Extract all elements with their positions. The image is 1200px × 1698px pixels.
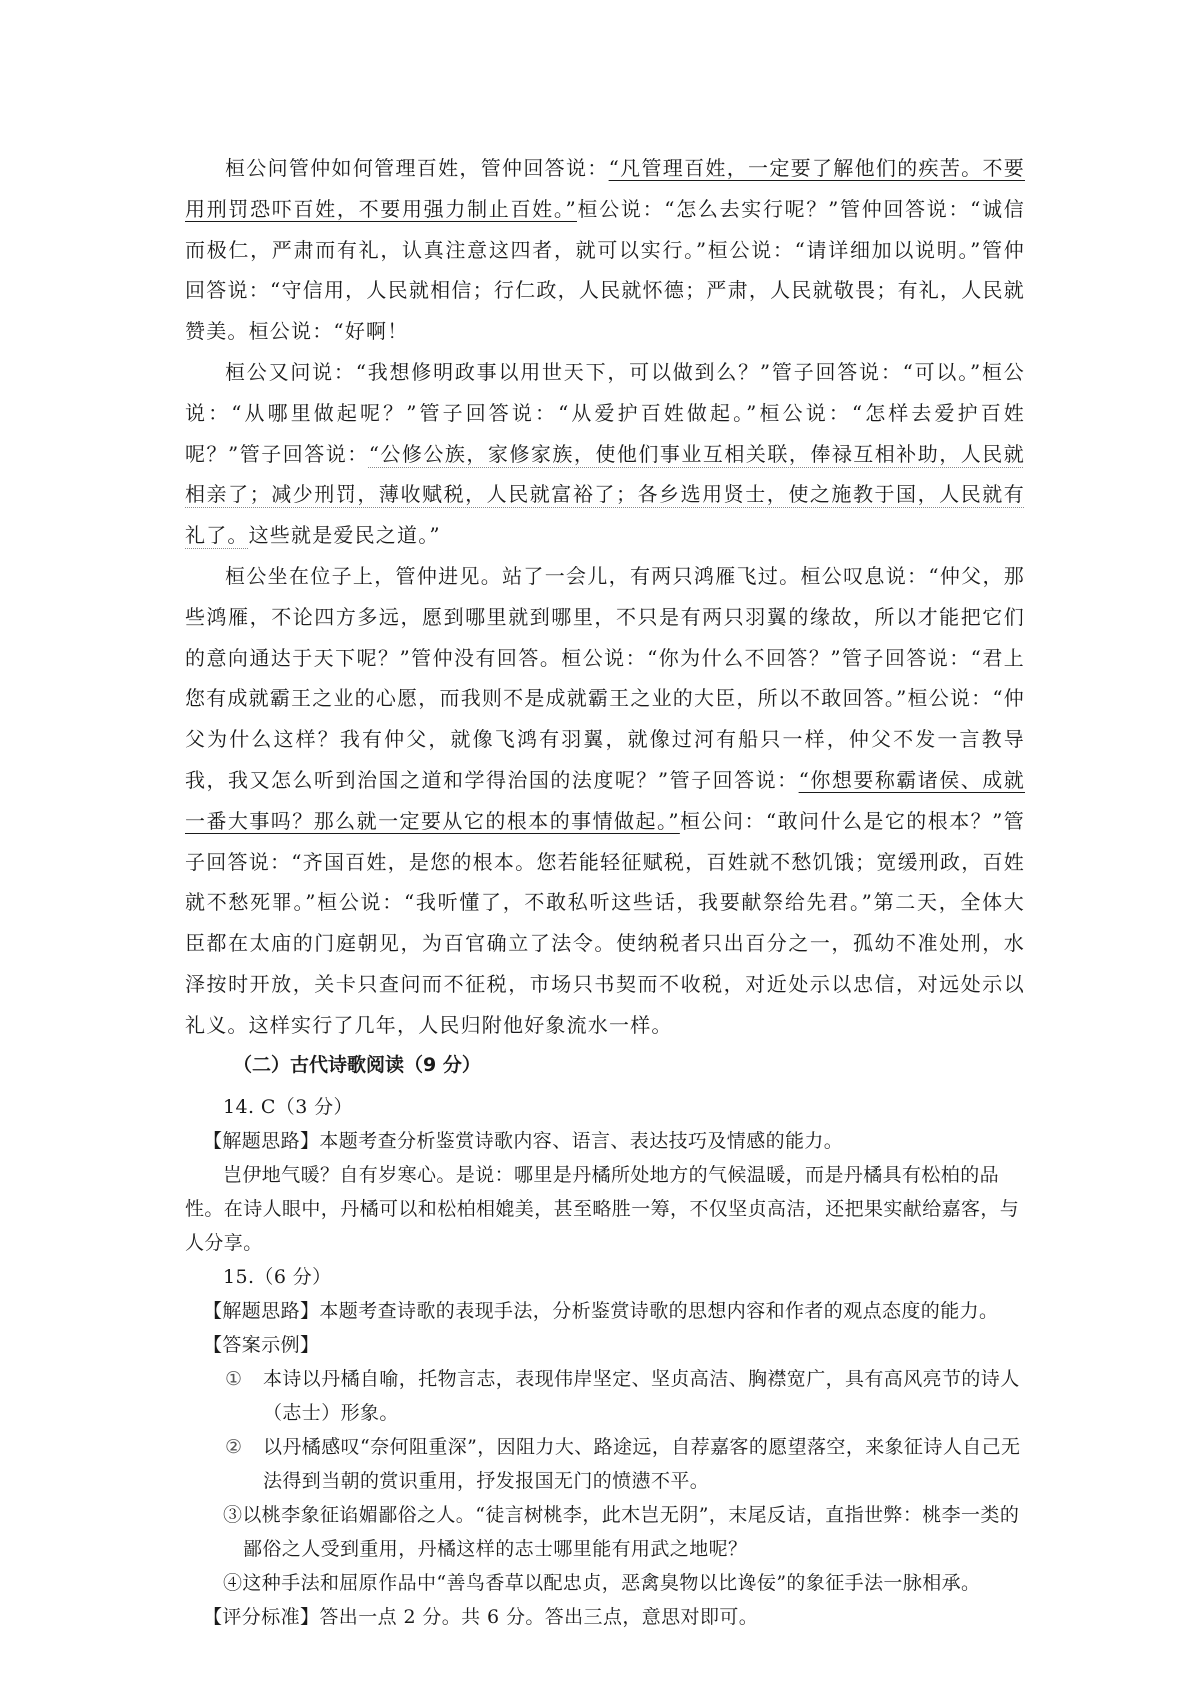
- text-span: 桓公问：“敢问什么是它的根本？”管子回答说：“齐国百姓，是您的根本。您若能轻征赋税，百姓就不愁饥饿；宽缓刑政，百姓就不愁死罪。”桓公说：“我听懂了，不敢私听这些话，我要献祭给先君。”第二天，全体大臣都在太庙的门庭朝见，为百官确立了法令。使纳税者只出百分之一，孤幼不准处刑，水泽按时开放，关卡只查问而不征税，市场只书契而不收税，对近处示以忠信，对远处示以礼义。这样实行了几年，人民归附他好象流水一样。: [185, 808, 1025, 1037]
- underlined-text: “你想要称霸诸侯、成就一番大事吗？那么就一定要从它的根本的事情做起。”: [185, 767, 1025, 833]
- point-text: 本诗以丹橘自喻，托物言志，表现伟岸坚定、坚贞高洁、胸襟宽广，具有高风亮节的诗人（志士）形象。: [263, 1367, 1020, 1424]
- section-heading: （二）古代诗歌阅读（9 分）: [233, 1053, 481, 1076]
- text-span: 桓公坐在位子上，管仲进见。站了一会儿，有两只鸿雁飞过。桓公叹息说：“仲父，那些鸿雁，不论四方多远，愿到哪里就到哪里，不只是有两只羽翼的缘故，所以才能把它们的意向通达于天下呢？”管仲没有回答。桓公说：“你为什么不回答？”管子回答说：“君上您有成就霸王之业的心愿，而我则不是成就霸王之业的大臣，所以不敢回答。”桓公说：“仲父为什么这样？我有仲父，就像飞鸿有羽翼，就像过河有船只一样，仲父不发一言教导我，我又怎么听到治国之道和学得治国的法度呢？”管子回答说：: [185, 563, 1025, 792]
- translation-paragraph: [185, 556, 1025, 1046]
- translation-section: [185, 148, 1025, 1046]
- text-span: 桓公说：“怎么去实行呢？”管仲回答说：“诚信而极仁，严肃而有礼，认真注意这四者，就可以实行。”桓公说：“请详细加以说明。”管仲回答说：“守信用，人民就相信；行仁政，人民就怀德；严肃，人民就敬畏；有礼，人民就赞美。桓公说：“好啊！: [185, 196, 1025, 344]
- question-15-answer: 15.（6 分）: [223, 1265, 332, 1288]
- approach-text: 本题考查诗歌的表现手法，分析鉴赏诗歌的思想内容和作者的观点态度的能力。: [319, 1299, 999, 1322]
- text-span: 桓公又问说：“我想修明政事以用世天下，可以做到么？”管子回答说：“可以。”桓公说：“从哪里做起呢？”管子回答说：“从爱护百姓做起。”桓公说：“怎样去爱护百姓呢？”管子回答说：: [185, 359, 1025, 466]
- answer-point: ④这种手法和屈原作品中“善鸟香草以配忠贞，恶禽臭物以比谗佞”的象征手法一脉相承。: [223, 1571, 981, 1594]
- translation-paragraph: [185, 352, 1025, 556]
- point-number: ①: [225, 1367, 243, 1390]
- wavy-underlined-text: “公修公族，家修家族，使他们事业互相关联，俸禄互相补助，人民就相亲了；减少刑罚，薄收赋税，人民就富裕了；各乡选用贤士，使之施教于国，人民就有礼了。: [185, 441, 1025, 548]
- approach-text: 本题考查分析鉴赏诗歌内容、语言、表达技巧及情感的能力。: [319, 1129, 844, 1152]
- scoring-line: [185, 1600, 1025, 1634]
- scoring-tag: 【评分标准】: [203, 1605, 320, 1628]
- approach-tag: 【解题思路】: [203, 1299, 320, 1322]
- point-number: ②: [225, 1435, 243, 1458]
- explanation-text: 岂伊地气暖？自有岁寒心。是说：哪里是丹橘所处地方的气候温暖，而是丹橘具有松柏的品性。在诗人眼中，丹橘可以和松柏相媲美，甚至略胜一筹，不仅坚贞高洁，还把果实献给嘉客，与人分享。: [185, 1163, 1020, 1254]
- answer-point: ③以桃李象征谄媚鄙俗之人。“徒言树桃李，此木岂无阴”，末尾反诘，直指世弊：桃李一类的鄙俗之人受到重用，丹橘这样的志士哪里能有用武之地呢？: [223, 1503, 1020, 1560]
- approach-tag: 【解题思路】: [203, 1129, 320, 1152]
- approach-line: [185, 1294, 1025, 1328]
- answer-section: [185, 1090, 1025, 1634]
- scoring-text: 答出一点 2 分。共 6 分。答出三点，意思对即可。: [319, 1605, 759, 1628]
- answer-point: [185, 1362, 1025, 1430]
- translation-paragraph: [185, 148, 1025, 352]
- underlined-text: “凡管理百姓，一定要了解他们的疾苦。不要用刑罚恐吓百姓，不要用强力制止百姓。”: [185, 156, 1025, 221]
- approach-line: [185, 1124, 1025, 1158]
- question-14-answer: 14. C（3 分）: [223, 1095, 353, 1118]
- point-text: 以丹橘感叹“奈何阻重深”，因阻力大、路途远，自荐嘉客的愿望落空，来象征诗人自己无法得到当朝的赏识重用，抒发报国无门的愤懑不平。: [263, 1435, 1021, 1492]
- text-span: 这些就是爱民之道。”: [248, 523, 441, 548]
- text-span: 桓公问管仲如何管理百姓，管仲回答说：: [225, 156, 609, 180]
- document-page: [185, 148, 1025, 1634]
- answer-point: [185, 1430, 1025, 1498]
- example-tag: 【答案示例】: [203, 1333, 320, 1356]
